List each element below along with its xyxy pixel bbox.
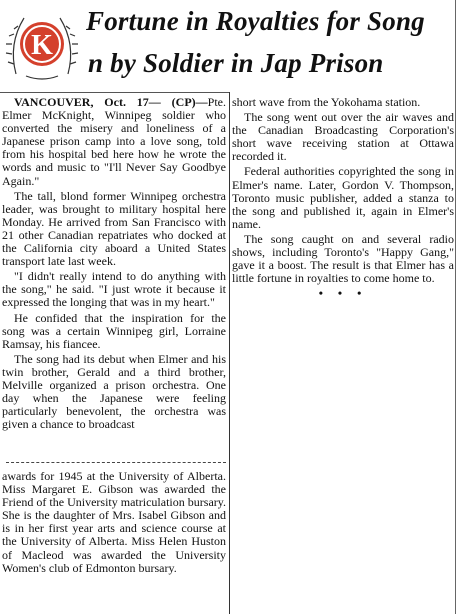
article-paragraph: "I didn't really intend to do anything with the song," he said. "I just wrote it because it expressed the longing that was in my heart." [2,269,226,310]
headline-line-2: n by Soldier in Jap Prison [88,48,384,78]
article-paragraph: short wave from the Yokohama station. [232,95,421,109]
svg-text:K: K [31,30,53,61]
headline-line-1: Fortune in Royalties for Song [86,6,425,36]
dateline: VANCOUVER, Oct. 17— (CP)— [14,95,208,109]
article-paragraph: VANCOUVER, Oct. 17— (CP)—Pte. Elmer McKnight, Winnipeg soldier who converted the misery and loneliness of a Japanese prison camp into a love song, told from his hospital bed here how he wrote the words and music to "I'll Never Say Goodbye Again." [2,95,226,188]
article-column-left [2,96,226,433]
article-paragraph: He confided that the inspiration for the song was a certain Winnipeg girl, Lorraine Ramsay, his fiancee. [2,310,226,351]
end-marks: • • • [318,286,368,301]
headline-banner [0,0,459,92]
column-divider [229,92,230,614]
article-paragraph: The song had its debut when Elmer and his twin brother, Gerald and a third brother, Melville organized a prison orchestra. One day when the Japanese were feeling particularly benevolent, the orchestra was given a chance to broadcast [2,351,226,432]
article-paragraph: The tall, blond former Winnipeg orchestra leader, was brought to military hospital here Monday. He arrived from San Francisco with 21 other Canadian repatriates who docked at the California city aboard a United States transport late last week. [2,188,226,269]
page-edge [455,0,456,614]
bursary-paragraph: awards for 1945 at the University of Alberta. Miss Margaret E. Gibson was awarded the Friend of the University matriculation bursary. She is the daughter of Mrs. Isabel Gibson and is in her first year arts and science course at the University of Alberta. Miss Helen Huston of Macleod was awarded the University Women's club of Edmonton bursary. [2,469,226,575]
bursary-item [2,470,226,577]
article-paragraph: The song went out over the air waves and the Canadian Broadcasting Corporation's short wave receiving station at Ottawa recorded it. [232,110,454,164]
article-paragraph: The song caught on and several radio shows, including Toronto's "Happy Gang," gave it a boost. The result is that Elmer has a little fortune in royalties to come home to. [232,231,454,286]
k-logo-icon [4,4,80,84]
article-paragraph: Federal authorities copyrighted the song in Elmer's name. Later, Gordon V. Thompson, Toronto music publisher, added a stanza to the song and published it, again in Elmer's name. [232,164,454,231]
article-column-right [232,96,454,300]
item-separator [6,462,226,464]
header-rule [0,92,229,93]
